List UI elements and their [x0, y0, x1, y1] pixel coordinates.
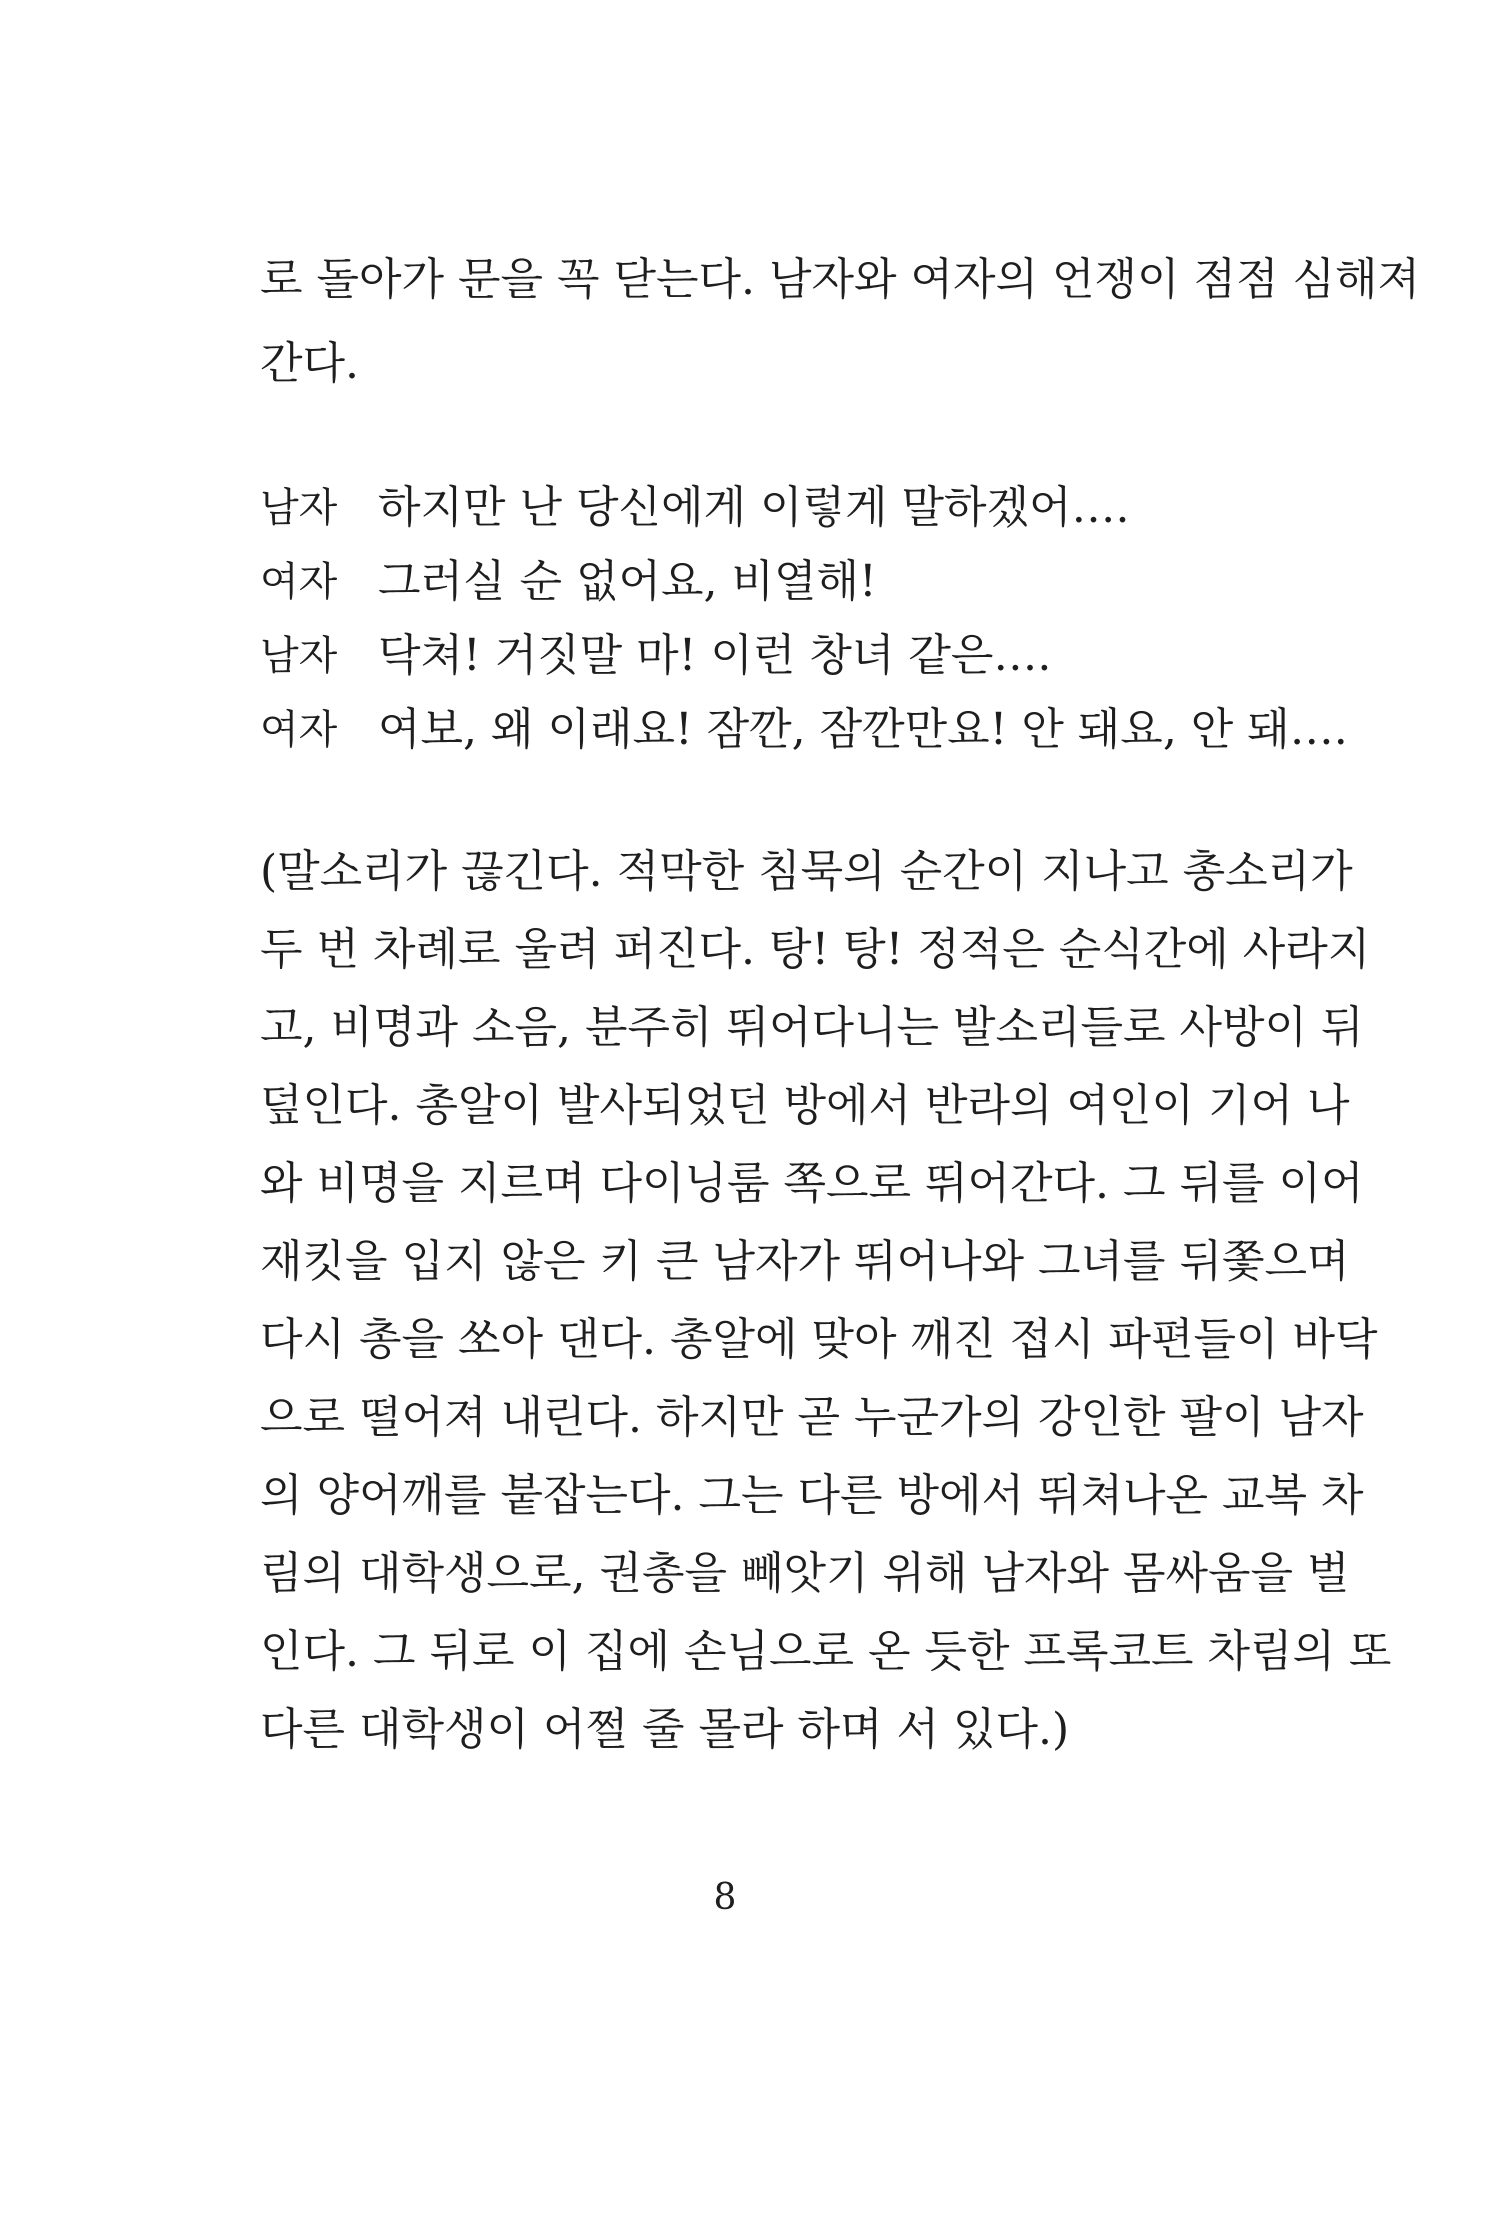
text-line: 간다. [260, 338, 359, 389]
dialogue-line: 그러실 순 없어요, 비열해! [378, 556, 877, 607]
text-line: 으로 떨어져 내린다. 하지만 곧 누군가의 강인한 팔이 남자 [260, 1392, 1364, 1443]
text-line: 덮인다. 총알이 발사되었던 방에서 반라의 여인이 기어 나 [260, 1080, 1350, 1131]
text-line: 고, 비명과 소음, 분주히 뛰어다니는 발소리들로 사방이 뒤 [260, 1002, 1364, 1053]
text-line: 다시 총을 쏘아 댄다. 총알에 맞아 깨진 접시 파편들이 바닥 [260, 1314, 1378, 1365]
dialogue-line: 하지만 난 당신에게 이렇게 말하겠어…. [378, 482, 1130, 533]
text-line: 두 번 차례로 울려 퍼진다. 탕! 탕! 정적은 순식간에 사라지 [260, 924, 1371, 975]
text-line: 재킷을 입지 않은 키 큰 남자가 뛰어나와 그녀를 뒤쫓으며 [260, 1236, 1350, 1287]
speaker-name: 남자 [260, 633, 338, 679]
text-line: (말소리가 끊긴다. 적막한 침묵의 순간이 지나고 총소리가 [260, 846, 1353, 897]
text-line: 다른 대학생이 어쩔 줄 몰라 하며 서 있다.) [260, 1704, 1070, 1755]
speaker-name: 여자 [260, 559, 338, 605]
text-line: 로 돌아가 문을 꼭 닫는다. 남자와 여자의 언쟁이 점점 심해져 [260, 254, 1420, 305]
text-line: 의 양어깨를 붙잡는다. 그는 다른 방에서 뛰쳐나온 교복 차 [260, 1470, 1364, 1521]
text-line: 인다. 그 뒤로 이 집에 손님으로 온 듯한 프록코트 차림의 또 [260, 1626, 1392, 1677]
text-line: 와 비명을 지르며 다이닝룸 쪽으로 뛰어간다. 그 뒤를 이어 [260, 1158, 1364, 1209]
speaker-name: 여자 [260, 707, 338, 753]
page-number: 8 [713, 1877, 737, 1918]
speaker-name: 남자 [260, 485, 338, 531]
dialogue-line: 여보, 왜 이래요! 잠깐, 잠깐만요! 안 돼요, 안 돼…. [378, 704, 1348, 755]
text-line: 림의 대학생으로, 권총을 빼앗기 위해 남자와 몸싸움을 벌 [260, 1548, 1350, 1599]
dialogue-line: 닥쳐! 거짓말 마! 이런 창녀 같은…. [378, 630, 1052, 681]
